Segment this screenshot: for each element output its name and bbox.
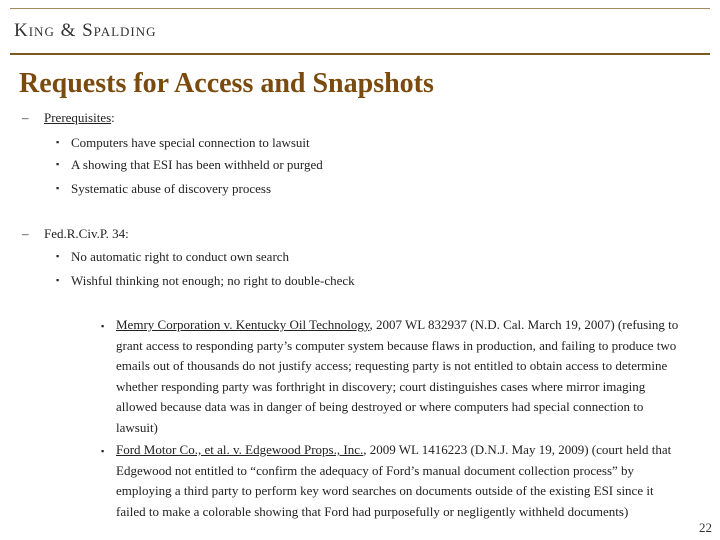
bullet-marker: ▪ — [56, 159, 60, 169]
prerequisites-label: Prerequisites — [44, 110, 112, 125]
case-text: , 2009 WL 1416223 (D.N.J. May 19, 2009) (court held that Edgewood not entitled to “confirm the adequacy of Ford’s manual document collection process” by employing a third party to perform key word searches on documents outside of the existing ESI since it failed to make a colorable showing that Ford had purposefully or negligently withheld documents) — [116, 442, 672, 519]
bullet-marker: ▪ — [56, 251, 60, 261]
prerequisites-colon: : — [111, 110, 115, 125]
bullet-marker: ▪ — [56, 275, 60, 285]
bullet-text: Systematic abuse of discovery process — [71, 181, 272, 196]
bullet-item — [56, 181, 272, 197]
case-memry — [101, 315, 686, 439]
firm-logo: King & Spalding — [14, 20, 157, 41]
case-text: , 2007 WL 832937 (N.D. Cal. March 19, 2007) (refusing to grant access to responding party’s computer system because flaws in production, and failing to produce two emails out of thousands do not justify access; requesting party is not entitled to obtain access to determine whether responding party was forthright in discovery; court distinguishes cases where mirror imaging allowed because data was in danger of being destroyed or where computers had special connection to lawsuit) — [116, 317, 679, 435]
slide-title: Requests for Access and Snapshots — [19, 68, 434, 99]
rule-34-label: Fed.R.Civ.P. 34: — [44, 226, 129, 241]
rule-34-heading — [22, 226, 129, 242]
bullet-marker: ▪ — [56, 183, 60, 193]
case-name: Ford Motor Co., et al. v. Edgewood Props., Inc. — [116, 442, 364, 457]
prerequisites-heading — [22, 110, 115, 126]
bullet-item — [56, 157, 323, 173]
bullet-text: Computers have special connection to lawsuit — [71, 135, 310, 150]
bullet-text: Wishful thinking not enough; no right to double-check — [71, 273, 355, 288]
bullet-marker: ▪ — [56, 137, 60, 147]
bullet-text: A showing that ESI has been withheld or purged — [71, 157, 323, 172]
dash-marker: – — [22, 110, 29, 125]
top-rule — [10, 8, 710, 9]
bullet-marker: ▪ — [101, 321, 105, 331]
case-ford — [101, 440, 686, 522]
case-name: Memry Corporation v. Kentucky Oil Technology — [116, 317, 370, 332]
bullet-text: No automatic right to conduct own search — [71, 249, 290, 264]
bullet-item — [56, 249, 290, 265]
bullet-item — [56, 135, 310, 151]
bullet-marker: ▪ — [101, 446, 105, 456]
bullet-item — [56, 273, 355, 289]
header-rule — [10, 53, 710, 55]
dash-marker: – — [22, 226, 29, 241]
page-number: 22 — [699, 520, 712, 535]
